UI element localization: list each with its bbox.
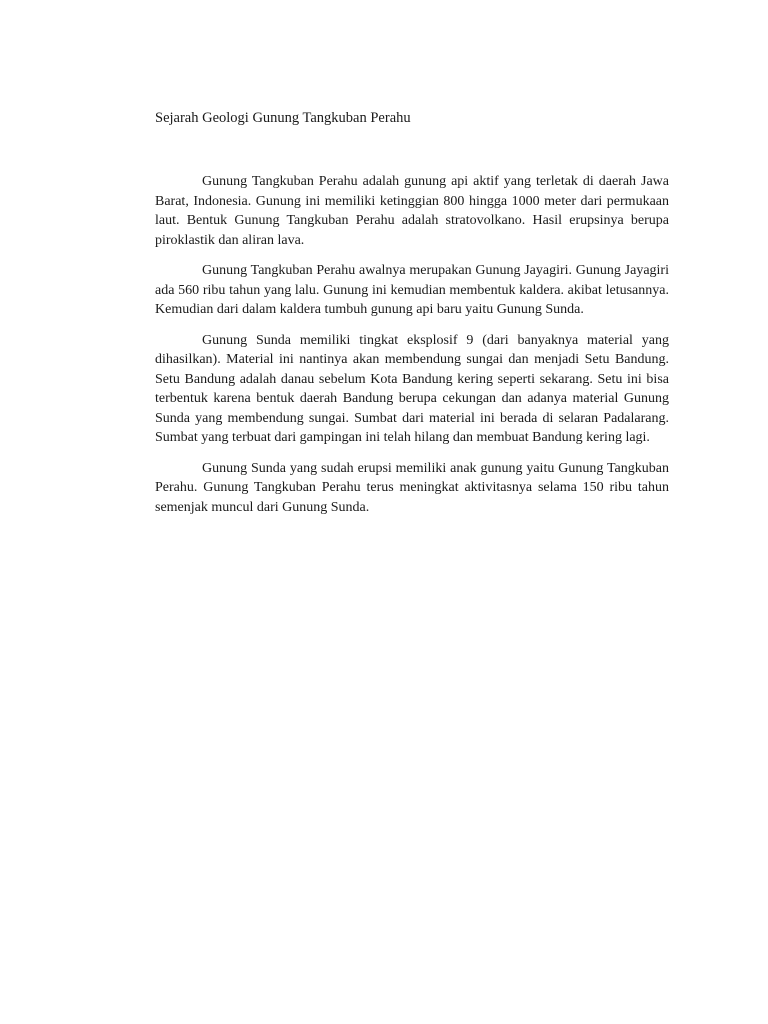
document-body bbox=[155, 108, 669, 528]
paragraph-3: Gunung Sunda memiliki tingkat eksplosif 9 (dari banyaknya material yang dihasilkan). Material ini nantinya akan membendung sungai dan menjadi Setu Bandung. Setu Bandung adalah danau sebelum Kota Bandung kering seperti sekarang. Setu ini bisa terbentuk karena bentuk daerah Bandung berupa cekungan dan adanya material Gunung Sunda yang membendung sungai. Sumbat dari material ini berada di selaran Padalarang. Sumbat yang terbuat dari gampingan ini telah hilang dan membuat Bandung kering lagi. bbox=[155, 332, 669, 445]
paragraph-4: Gunung Sunda yang sudah erupsi memiliki anak gunung yaitu Gunung Tangkuban Perahu. Gunung Tangkuban Perahu terus meningkat aktivitasnya selama 150 ribu tahun semenjak muncul dari Gunung Sunda. bbox=[155, 460, 669, 515]
paragraph-2: Gunung Tangkuban Perahu awalnya merupakan Gunung Jayagiri. Gunung Jayagiri ada 560 ribu tahun yang lalu. Gunung ini kemudian membentuk kaldera. akibat letusannya. Kemudian dari dalam kaldera tumbuh gunung api baru yaitu Gunung Sunda. bbox=[155, 263, 669, 317]
document-title: Sejarah Geologi Gunung Tangkuban Perahu bbox=[155, 110, 411, 126]
paragraph-1: Gunung Tangkuban Perahu adalah gunung api aktif yang terletak di daerah Jawa Barat, Indonesia. Gunung ini memiliki ketinggian 800 hingga 1000 meter dari permukaan laut. Bentuk Gunung Tangkuban Perahu adalah stratovolkano. Hasil erupsinya berupa piroklastik dan aliran lava. bbox=[155, 174, 669, 248]
